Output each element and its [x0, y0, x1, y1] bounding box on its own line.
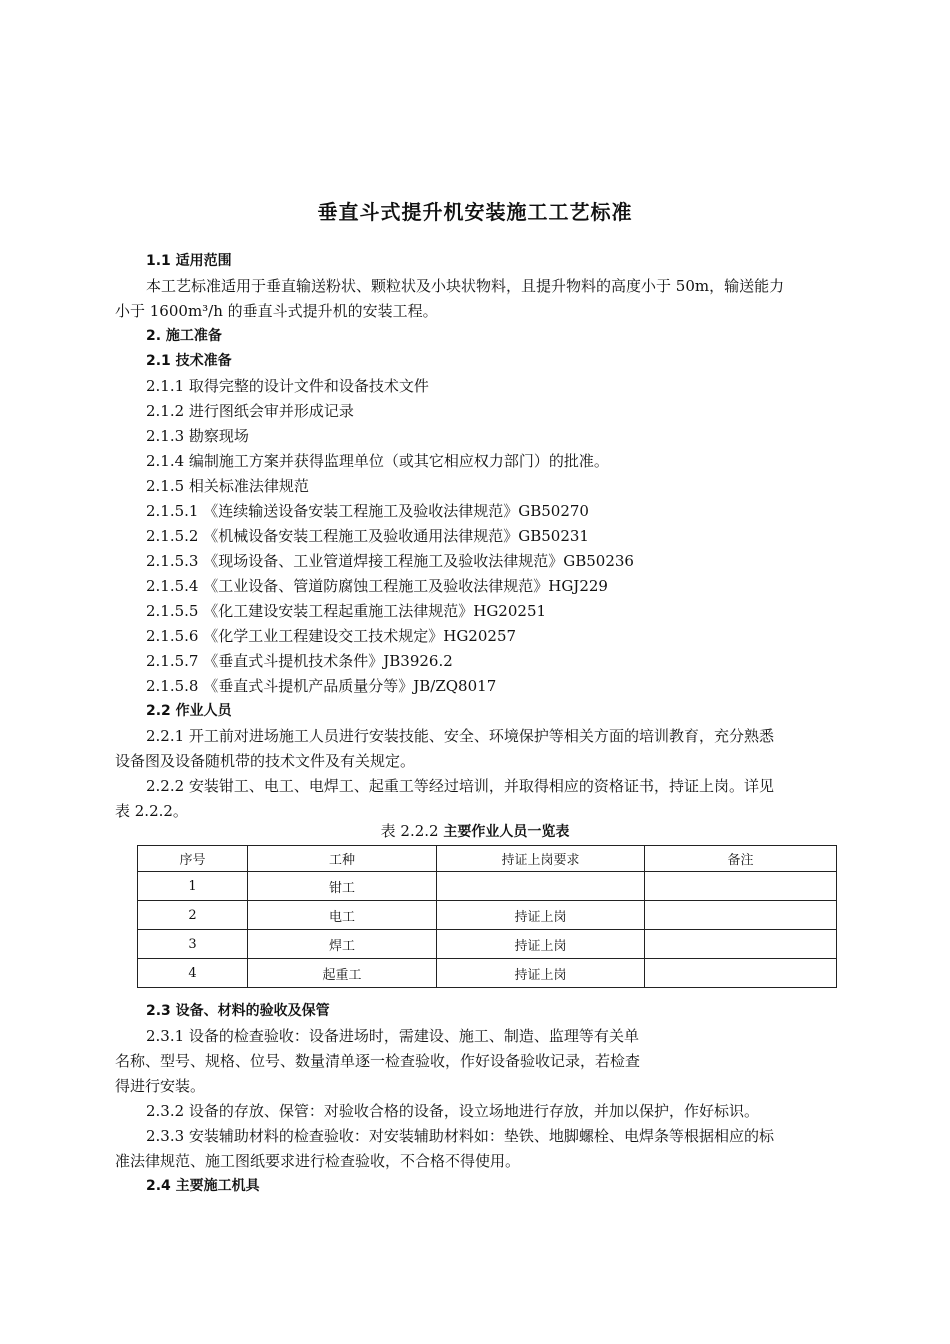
section-2-3-heading: 2.3 设备、材料的验收及保管 [146, 1003, 330, 1019]
standard-item: 2.1.5.4 《工业设备、管道防腐蚀工程施工及验收法律规范》HGJ229 [146, 577, 608, 595]
standard-item: 2.1.5.3 《现场设备、工业管道焊接工程施工及验收法律规范》GB50236 [146, 552, 634, 570]
header-cell: 序号 [138, 846, 248, 872]
table-cell: 持证上岗 [437, 901, 645, 930]
paragraph-2-3-1-line-2: 名称、型号、规格、位号、数量清单逐一检查验收，作好设备验收记录，若检查 [115, 1052, 641, 1070]
table-caption [0, 821, 950, 842]
table-caption-number: 表 2.2.2 [380, 822, 439, 840]
table-cell: 持证上岗 [437, 930, 645, 959]
table-row [138, 959, 837, 988]
table-cell [645, 872, 837, 901]
standard-item: 2.1.5.6 《化学工业工程建设交工技术规定》HG20257 [146, 627, 517, 645]
item-2-1-3: 2.1.3 勘察现场 [146, 427, 249, 445]
section-2-heading: 2. 施工准备 [146, 328, 222, 344]
header-cell: 工种 [248, 846, 437, 872]
item-2-1-5: 2.1.5 相关标准法律规范 [146, 477, 309, 495]
paragraph-scope-line-2: 小于 1600m³/h 的垂直斗式提升机的安装工程。 [115, 302, 438, 320]
standard-item: 2.1.5.2 《机械设备安装工程施工及验收通用法律规范》GB50231 [146, 527, 589, 545]
table-row [138, 930, 837, 959]
paragraph-2-2-2-line-1: 2.2.2 安装钳工、电工、电焊工、起重工等经过培训，并取得相应的资格证书，持证上岗。详见 [146, 777, 774, 795]
table-cell: 3 [138, 930, 248, 959]
section-1-1-heading: 1.1 适用范围 [146, 253, 232, 269]
table-cell: 起重工 [248, 959, 437, 988]
document-title: 垂直斗式提升机安装施工工艺标准 [317, 200, 633, 224]
table-header-row [138, 846, 837, 872]
standard-item: 2.1.5.5 《化工建设安装工程起重施工法律规范》HG20251 [146, 602, 547, 620]
table-cell: 钳工 [248, 872, 437, 901]
section-2-1-heading: 2.1 技术准备 [146, 353, 232, 369]
paragraph-2-2-1-line-2: 设备图及设备随机带的技术文件及有关规定。 [115, 752, 416, 770]
table-row [138, 901, 837, 930]
table-cell: 1 [138, 872, 248, 901]
paragraph-2-3-2: 2.3.2 设备的存放、保管：对验收合格的设备，设立场地进行存放，并加以保护，作好标识。 [146, 1102, 759, 1120]
standard-item: 2.1.5.1 《连续输送设备安装工程施工及验收法律规范》GB50270 [146, 502, 589, 520]
staff-table [137, 845, 837, 988]
table-cell [645, 930, 837, 959]
header-cell: 持证上岗要求 [437, 846, 645, 872]
table-cell: 焊工 [248, 930, 437, 959]
standard-item: 2.1.5.8 《垂直式斗提机产品质量分等》JB/ZQ8017 [146, 677, 497, 695]
paragraph-2-3-1-line-3: 得进行安装。 [115, 1077, 206, 1095]
paragraph-2-3-3-line-2: 准法律规范、施工图纸要求进行检查验收，不合格不得使用。 [115, 1152, 521, 1170]
paragraph-2-3-1-line-1: 2.3.1 设备的检查验收：设备进场时，需建设、施工、制造、监理等有关单 [146, 1027, 639, 1045]
section-2-4-heading: 2.4 主要施工机具 [146, 1178, 260, 1194]
section-2-2-heading: 2.2 作业人员 [146, 703, 232, 719]
table-cell: 持证上岗 [437, 959, 645, 988]
standard-item: 2.1.5.7 《垂直式斗提机技术条件》JB3926.2 [146, 652, 453, 670]
item-2-1-4: 2.1.4 编制施工方案并获得监理单位（或其它相应权力部门）的批准。 [146, 452, 609, 470]
table-caption-title: 主要作业人员一览表 [443, 824, 570, 840]
header-cell: 备注 [645, 846, 837, 872]
paragraph-scope-line-1: 本工艺标准适用于垂直输送粉状、颗粒状及小块状物料，且提升物料的高度小于 50m，输送能力 [146, 277, 785, 295]
table-cell: 电工 [248, 901, 437, 930]
paragraph-2-2-1-line-1: 2.2.1 开工前对进场施工人员进行安装技能、安全、环境保护等相关方面的培训教育，充分熟悉 [146, 727, 774, 745]
table-row [138, 872, 837, 901]
table-cell [437, 872, 645, 901]
table-cell: 2 [138, 901, 248, 930]
table-cell [645, 901, 837, 930]
item-2-1-2: 2.1.2 进行图纸会审并形成记录 [146, 402, 354, 420]
table-cell: 4 [138, 959, 248, 988]
paragraph-2-2-2-line-2: 表 2.2.2。 [115, 802, 188, 820]
paragraph-2-3-3-line-1: 2.3.3 安装辅助材料的检查验收：对安装辅助材料如：垫铁、地脚螺栓、电焊条等根据相应的标 [146, 1127, 774, 1145]
table-cell [645, 959, 837, 988]
item-2-1-1: 2.1.1 取得完整的设计文件和设备技术文件 [146, 377, 429, 395]
